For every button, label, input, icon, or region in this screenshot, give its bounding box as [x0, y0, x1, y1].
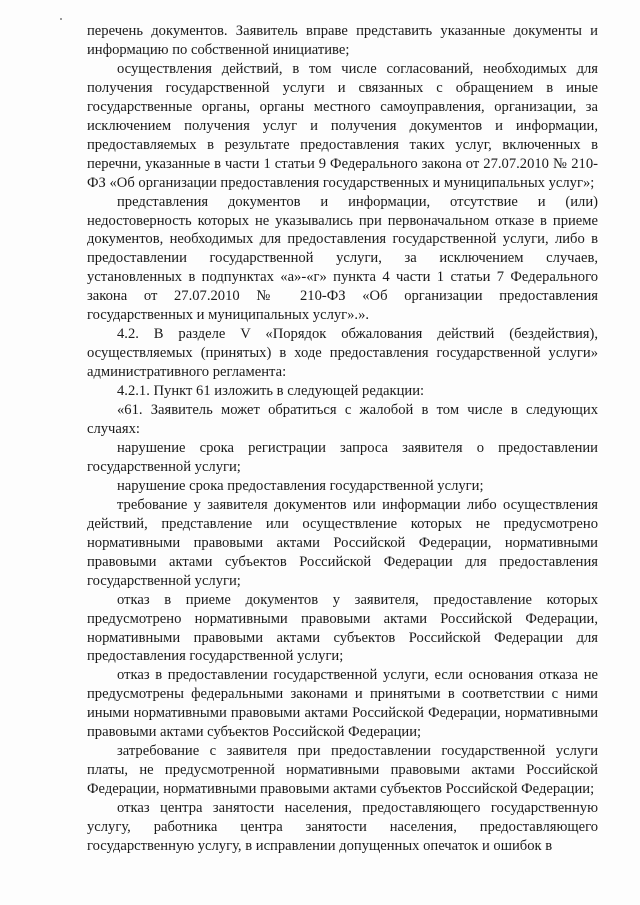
paragraph-13: отказ центра занятости населения, предоставляющего государственную услугу, работника центра занятости населения, предоставляющего государственную услугу, в исправлении допущенных опечаток и ошибок в	[87, 800, 598, 854]
paragraph-7: нарушение срока регистрации запроса заявителя о предоставлении государственной услуги;	[87, 439, 598, 475]
paragraph-5: 4.2.1. Пункт 61 изложить в следующей редакции:	[117, 383, 425, 400]
paragraph-10: отказ в приеме документов у заявителя, предоставление которых предусмотрено нормативными правовыми актами Российской Федерации, нормативными правовыми актами субъектов Российской Федерации для предоставления государственной услуги;	[87, 591, 598, 665]
scan-artifact	[60, 18, 62, 20]
paragraph-8: нарушение срока предоставления государственной услуги;	[117, 477, 484, 494]
paragraph-11: отказ в предоставлении государственной услуги, если основания отказа не предусмотрены федеральными законами и принятыми в соответствии с ними иными нормативными правовыми актами Российской Федерации, нормативными правовыми актами субъектов Российской Федерации;	[87, 667, 598, 741]
paragraph-9: требование у заявителя документов или информации либо осуществления действий, представление или осуществление которых не предусмотрено нормативными правовыми актами Российской Федерации, нормативными правовыми актами субъектов Российской Федерации для предоставления государственной услуги;	[87, 496, 598, 589]
document-body	[87, 22, 598, 856]
paragraph-6: «61. Заявитель может обратиться с жалобой в том числе в следующих случаях:	[87, 402, 598, 438]
paragraph-4: 4.2. В разделе V «Порядок обжалования действий (бездействия), осуществляемых (принятых) в ходе предоставления государственной услуги» административного регламента:	[87, 326, 598, 381]
paragraph-2: осуществления действий, в том числе согласований, необходимых для получения государственной услуги и связанных с обращением в иные государственные органы, органы местного самоуправления, организации, за исключением получения услуг и получения документов и информации, предоставляемых в результате предоставления таких услуг, включенных в перечни, указанные в части 1 статьи 9 Федерального закона от 27.07.2010 № 210-ФЗ «Об организации предоставления государственных и муниципальных услуг»;	[87, 60, 598, 191]
paragraph-3: представления документов и информации, отсутствие и (или) недостоверность которых не указывались при первоначальном отказе в приеме документов, необходимых для предоставления государственной услуги, либо в предоставлении государственной услуги, за исключением случаев, установленных в подпунктах «а»-«г» пункта 4 части 1 статьи 7 Федерального закона от 27.07.2010 № 210-ФЗ «Об организации предоставления государственных и муниципальных услуг».».	[87, 193, 598, 324]
paragraph-1: перечень документов. Заявитель вправе представить указанные документы и информацию по собственной инициативе;	[87, 23, 598, 58]
paragraph-12: затребование с заявителя при предоставлении государственной услуги платы, не предусмотренной нормативными правовыми актами Российской Федерации, нормативными правовыми актами субъектов Российской Федерации;	[87, 743, 598, 798]
